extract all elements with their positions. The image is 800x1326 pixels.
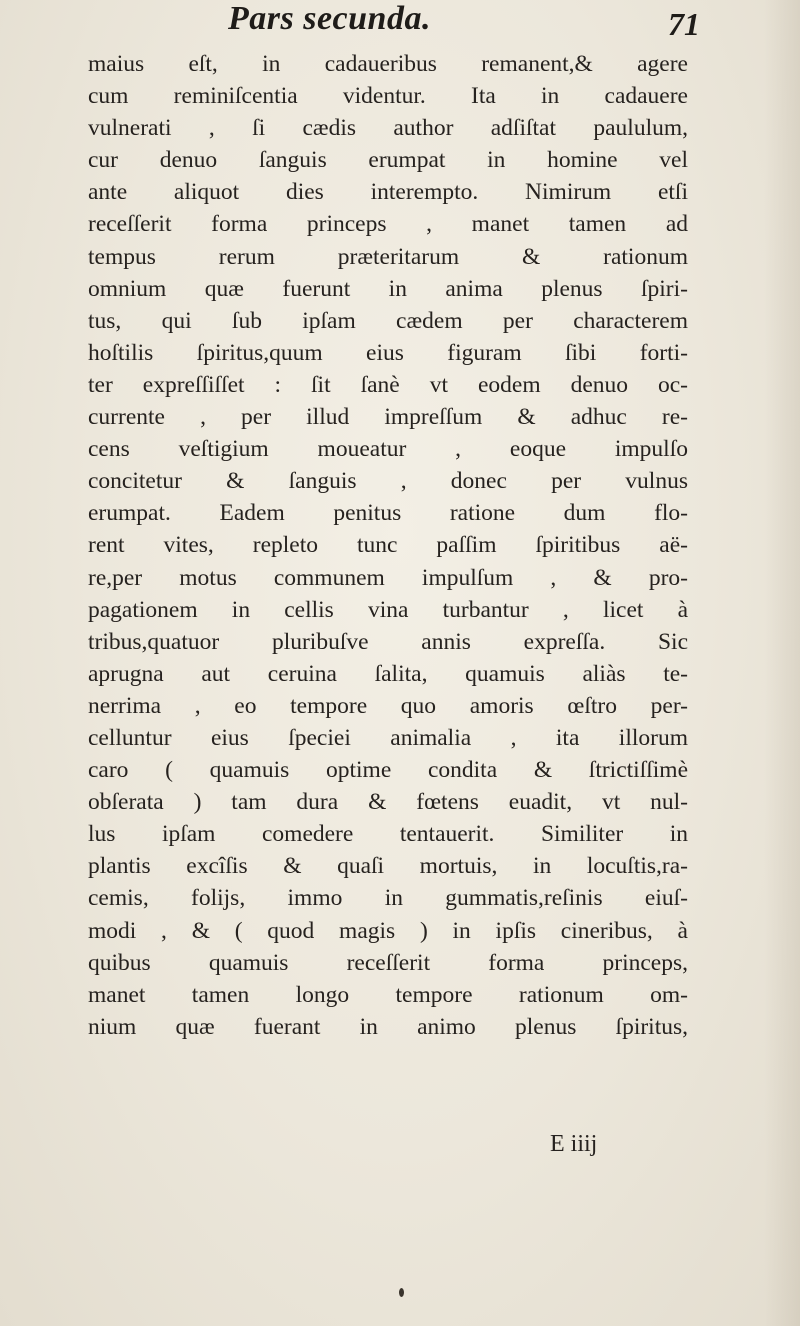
page-edge-shadow [764, 0, 800, 1326]
text-line: obſerata ) tam dura & fœtens euadit, vt nul- [88, 789, 688, 816]
text-line: currente , per illud impreſſum & adhuc re- [88, 404, 688, 431]
text-line: modi , & ( quod magis ) in ipſis cineribus, à [88, 917, 688, 944]
text-line: concitetur & ſanguis , donec per vulnus [88, 468, 688, 495]
text-line: ter expreſſiſſet : ſit ſanè vt eodem denuo oc- [88, 371, 688, 398]
text-line: caro ( quamuis optime condita & ſtrictiſſimè [88, 757, 688, 784]
text-line: maius eſt, in cadaueribus remanent,& agere [88, 51, 688, 77]
text-line: cum reminiſcentia videntur. Ita in cadauere [88, 83, 688, 110]
text-line: nium quæ fuerant in animo plenus ſpiritus, [88, 1013, 688, 1040]
text-line: manet tamen longo tempore rationum om- [88, 981, 688, 1008]
text-line: ante aliquot dies interempto. Nimirum etſi [88, 179, 688, 206]
text-line: pagationem in cellis vina turbantur , licet à [88, 596, 688, 623]
body-text [88, 48, 688, 1043]
text-line: cur denuo ſanguis erumpat in homine vel [88, 147, 688, 174]
text-line: celluntur eius ſpeciei animalia , ita illorum [88, 724, 688, 751]
ink-speck [399, 1288, 404, 1297]
text-line: tribus,quatuor pluribuſve annis expreſſa. Sic [88, 628, 688, 655]
text-line: nerrima , eo tempore quo amoris œſtro per- [88, 692, 688, 719]
text-line: plantis excîſis & quaſi mortuis, in locuſtis,ra- [88, 853, 688, 880]
text-line: tus, qui ſub ipſam cædem per characterem [88, 307, 688, 334]
text-line: quibus quamuis receſſerit forma princeps, [88, 949, 688, 976]
text-line: lus ipſam comedere tentauerit. Similiter in [88, 821, 688, 848]
running-head: Pars secunda. [228, 0, 431, 37]
text-line: omnium quæ fuerunt in anima plenus ſpiri- [88, 275, 688, 302]
text-line: vulnerati , ſi cædis author adſiſtat paululum, [88, 115, 688, 142]
text-line: hoſtilis ſpiritus,quum eius figuram ſibi forti- [88, 339, 688, 366]
text-line: aprugna aut ceruina ſalita, quamuis aliàs te- [88, 660, 688, 687]
text-line: rent vites, repleto tunc paſſim ſpiritibus aë- [88, 532, 688, 559]
text-line: cemis, folijs, immo in gummatis,reſinis eiuſ- [88, 885, 688, 912]
text-line: re,per motus communem impulſum , & pro- [88, 564, 688, 591]
signature-mark: E iiij [550, 1131, 598, 1157]
page-number: 71 [668, 6, 700, 42]
text-line: erumpat. Eadem penitus ratione dum flo- [88, 500, 688, 527]
page-header [0, 0, 800, 44]
text-line: tempus rerum præteritarum & rationum [88, 243, 688, 270]
text-line: receſſerit forma princeps , manet tamen ad [88, 211, 688, 238]
text-line: cens veſtigium moueatur , eoque impulſo [88, 436, 688, 463]
